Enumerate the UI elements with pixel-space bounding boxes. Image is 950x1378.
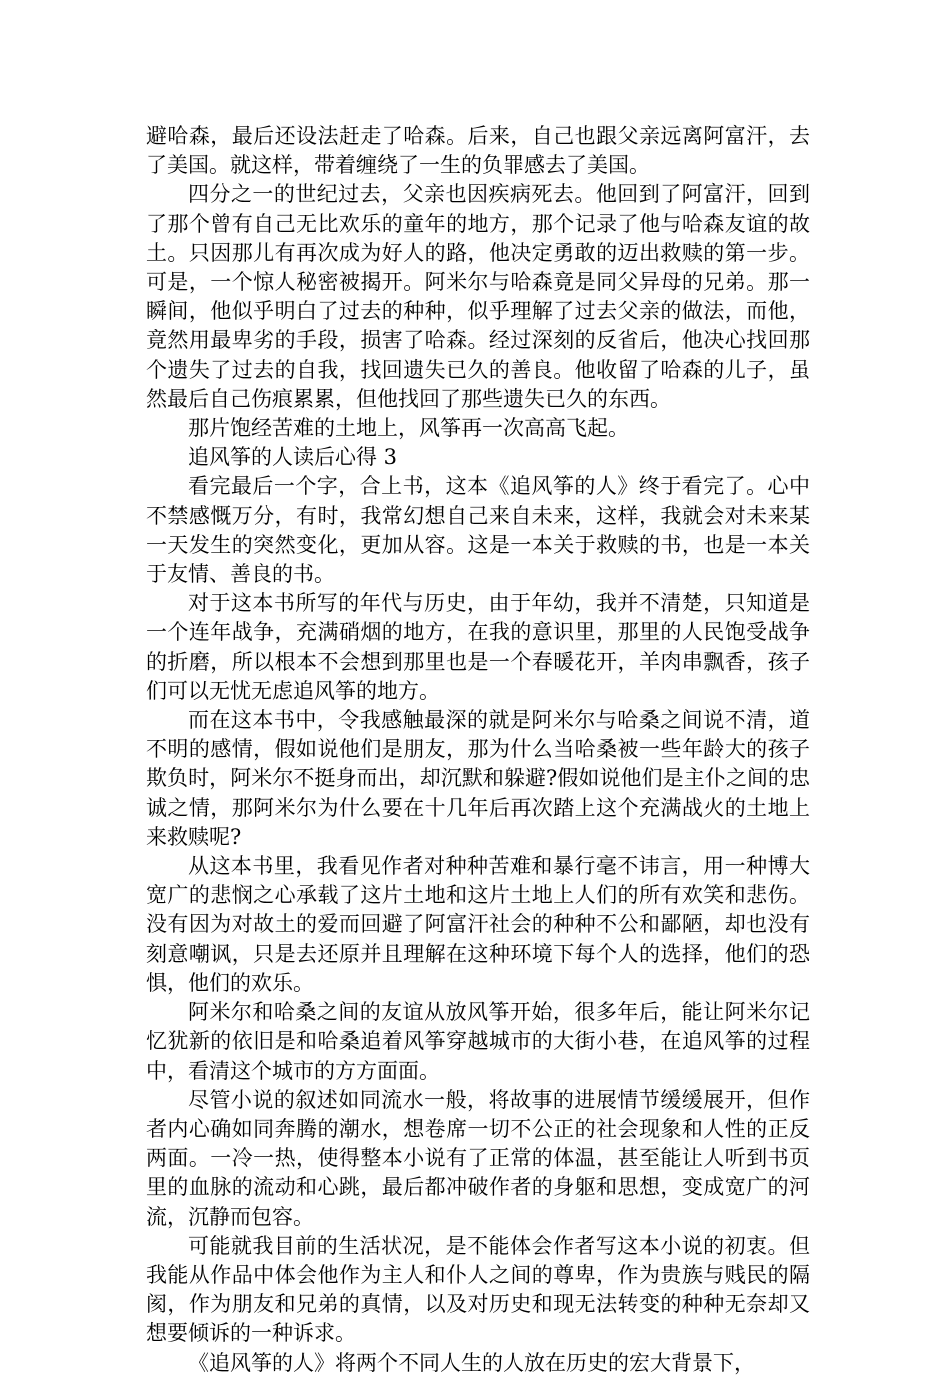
paragraph: 而在这本书中，令我感触最深的就是阿米尔与哈桑之间说不清，道不明的感情，假如说他们是朋友，那为什么当哈桑被一些年龄大的孩子欺负时，阿米尔不挺身而出，却沉默和躲避?假如说他们是主仆之间的忠诚之情，那阿米尔为什么要在十几年后再次踏上这个充满战火的土地上来救赎呢?	[146, 708, 810, 849]
paragraph: 从这本书里，我看见作者对种种苦难和暴行毫不讳言，用一种博大宽广的悲悯之心承载了这片土地和这片土地上人们的所有欢笑和悲伤。没有因为对故土的爱而回避了阿富汗社会的种种不公和鄙陋，却也没有刻意嘲讽，只是去还原并且理解在这种环境下每个人的选择，他们的恐惧，他们的欢乐。	[146, 854, 810, 995]
paragraph: 尽管小说的叙述如同流水一般，将故事的进展情节缓缓展开，但作者内心确如同奔腾的潮水，想卷席一切不公正的社会现象和人性的正反两面。一冷一热，使得整本小说有了正常的体温，甚至能让人听到书页里的血脉的流动和心跳，最后都冲破作者的身躯和思想，变成宽广的河流，沉静而包容。	[146, 1087, 810, 1229]
paragraph: 对于这本书所写的年代与历史，由于年幼，我并不清楚，只知道是一个连年战争，充满硝烟的地方，在我的意识里，那里的人民饱受战争的折磨，所以根本不会想到那里也是一个春暖花开，羊肉串飘香，孩子们可以无忧无虑追风筝的地方。	[146, 591, 810, 703]
paragraph: 四分之一的世纪过去，父亲也因疾病死去。他回到了阿富汗，回到了那个曾有自己无比欢乐的童年的地方，那个记录了他与哈森友谊的故土。只因那儿有再次成为好人的路，他决定勇敢的迈出救赎的第一步。可是，一个惊人秘密被揭开。阿米尔与哈森竟是同父异母的兄弟。那一瞬间，他似乎明白了过去的种种，似乎理解了过去父亲的做法，而他，竟然用最卑劣的手段，损害了哈森。经过深刻的反省后，他决心找回那个遗失了过去的自我，找回遗失已久的善良。他收留了哈森的儿子，虽然最后自己伤痕累累，但他找回了那些遗失已久的东西。	[146, 182, 810, 411]
section-heading: 追风筝的人读后心得 3	[188, 445, 398, 470]
paragraph: 《追风筝的人》将两个不同人生的人放在历史的宏大背景下，	[188, 1350, 755, 1375]
paragraph: 看完最后一个字，合上书，这本《追风筝的人》终于看完了。心中不禁感慨万分，有时，我常幻想自己来自未来，这样，我就会对未来某一天发生的突然变化，更加从容。这是一本关于救赎的书，也是一本关于友情、善良的书。	[146, 474, 810, 587]
paragraph: 阿米尔和哈桑之间的友谊从放风筝开始，很多年后，能让阿米尔记忆犹新的依旧是和哈桑追着风筝穿越城市的大街小巷，在追风筝的过程中，看清这个城市的方方面面。	[146, 1000, 810, 1083]
paragraph: 可能就我目前的生活状况，是不能体会作者写这本小说的初衷。但我能从作品中体会他作为主人和仆人之间的尊卑，作为贵族与贱民的隔阂，作为朋友和兄弟的真情，以及对历史和现无法转变的种种无奈却又想要倾诉的一种诉求。	[146, 1233, 810, 1346]
document-page	[146, 122, 810, 1378]
paragraph: 那片饱经苦难的土地上，风筝再一次高高飞起。	[188, 416, 629, 441]
paragraph-continuation: 避哈森，最后还设法赶走了哈森。后来，自己也跟父亲远离阿富汗，去了美国。就这样，带着缠绕了一生的负罪感去了美国。	[146, 124, 810, 178]
